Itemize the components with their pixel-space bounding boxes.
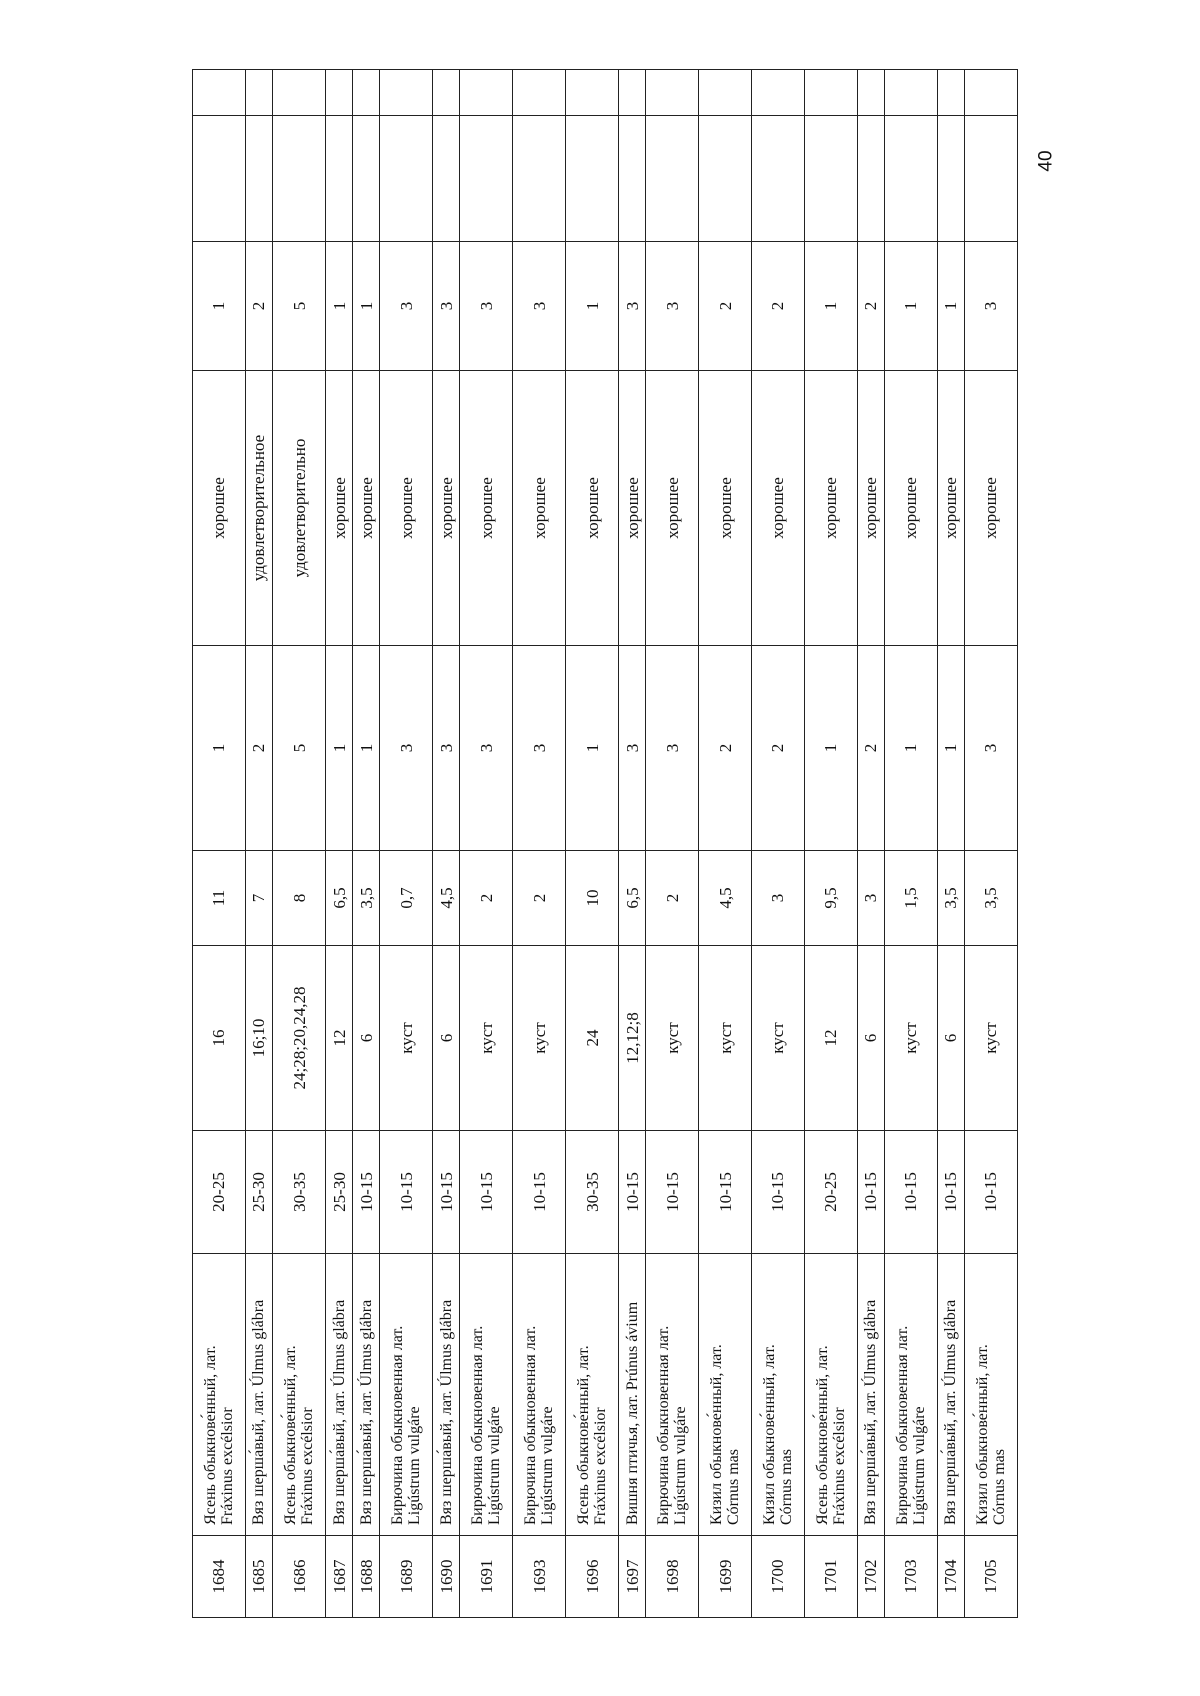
- table-row: [699, 70, 752, 1618]
- trunk-diameter-cell: куст: [884, 946, 937, 1131]
- species-name-line: Кизил обыкнове́нный, лат.: [973, 1344, 991, 1525]
- species-name-cell: [619, 1254, 646, 1536]
- height-cell: 3,5: [937, 851, 964, 946]
- species-name-line: Бирючина обыкновенная лат.: [893, 1325, 911, 1525]
- empty-cell: [245, 116, 272, 242]
- age-cell: 25-30: [245, 1131, 272, 1254]
- count-cell: 3: [619, 646, 646, 851]
- table-row: [937, 70, 964, 1618]
- empty-cell: [325, 116, 352, 242]
- trunk-diameter-cell: куст: [513, 946, 566, 1131]
- empty-cell: [325, 70, 352, 116]
- empty-cell: [699, 116, 752, 242]
- species-name-cell: [273, 1254, 326, 1536]
- empty-cell: [460, 116, 513, 242]
- count-cell: 1: [884, 646, 937, 851]
- count-cell-2: 3: [513, 242, 566, 371]
- table-row: [884, 70, 937, 1618]
- tree-number-cell: 1698: [646, 1536, 699, 1618]
- condition-cell: хорошее: [646, 371, 699, 646]
- species-name-cell: [804, 1254, 857, 1536]
- species-name-line: Вяз шерша́вый, лат. Úlmus glábra: [357, 1299, 375, 1525]
- height-cell: 11: [193, 851, 246, 946]
- count-cell: 5: [273, 646, 326, 851]
- count-cell-2: 1: [566, 242, 619, 371]
- empty-cell: [937, 116, 964, 242]
- condition-cell: хорошее: [353, 371, 380, 646]
- age-cell: 25-30: [325, 1131, 352, 1254]
- species-name-line: Вяз шерша́вый, лат. Úlmus glábra: [250, 1299, 268, 1525]
- rotated-table-wrapper: [192, 70, 1018, 1618]
- species-name-cell: [937, 1254, 964, 1536]
- count-cell-2: 3: [460, 242, 513, 371]
- tree-number-cell: 1701: [804, 1536, 857, 1618]
- species-name-cell: [566, 1254, 619, 1536]
- count-cell-2: 5: [273, 242, 326, 371]
- table-row: [513, 70, 566, 1618]
- species-name-line: Вяз шерша́вый, лат. Úlmus glábra: [437, 1299, 455, 1525]
- count-cell-2: 2: [245, 242, 272, 371]
- empty-cell: [857, 116, 884, 242]
- age-cell: 10-15: [751, 1131, 804, 1254]
- empty-cell: [804, 116, 857, 242]
- trunk-diameter-cell: 24: [566, 946, 619, 1131]
- trunk-diameter-cell: 6: [353, 946, 380, 1131]
- height-cell: 3: [857, 851, 884, 946]
- count-cell: 2: [699, 646, 752, 851]
- count-cell: 3: [964, 646, 1017, 851]
- count-cell: 3: [460, 646, 513, 851]
- species-name-line: Ligústrum vulgáre: [486, 1406, 504, 1525]
- count-cell: 1: [193, 646, 246, 851]
- age-cell: 10-15: [460, 1131, 513, 1254]
- age-cell: 10-15: [353, 1131, 380, 1254]
- species-name-line: Fráxinus excélsior: [299, 1407, 316, 1525]
- tree-number-cell: 1705: [964, 1536, 1017, 1618]
- age-cell: 10-15: [884, 1131, 937, 1254]
- species-name-line: Ясень обыкнове́нный, лат.: [813, 1345, 831, 1525]
- tree-number-cell: 1703: [884, 1536, 937, 1618]
- empty-cell: [884, 70, 937, 116]
- count-cell: 1: [804, 646, 857, 851]
- tree-number-cell: 1688: [353, 1536, 380, 1618]
- condition-cell: хорошее: [566, 371, 619, 646]
- condition-cell: удовлетворительно: [273, 371, 326, 646]
- species-name-line: Fráxinus excélsior: [218, 1407, 236, 1525]
- species-name-cell: [857, 1254, 884, 1536]
- empty-cell: [566, 70, 619, 116]
- height-cell: 1,5: [884, 851, 937, 946]
- count-cell-2: 3: [380, 242, 433, 371]
- empty-cell: [193, 116, 246, 242]
- count-cell-2: 3: [433, 242, 460, 371]
- species-name-line: Кизил обыкнове́нный, лат.: [708, 1344, 725, 1525]
- table-body: [193, 70, 1018, 1618]
- count-cell: 1: [325, 646, 352, 851]
- condition-cell: хорошее: [804, 371, 857, 646]
- tree-number-cell: 1685: [245, 1536, 272, 1618]
- count-cell: 3: [513, 646, 566, 851]
- species-name-cell: [964, 1254, 1017, 1536]
- empty-cell: [353, 70, 380, 116]
- height-cell: 3,5: [964, 851, 1017, 946]
- height-cell: 0,7: [380, 851, 433, 946]
- age-cell: 30-35: [273, 1131, 326, 1254]
- condition-cell: хорошее: [699, 371, 752, 646]
- species-name-cell: [646, 1254, 699, 1536]
- count-cell-2: 2: [751, 242, 804, 371]
- count-cell: 1: [353, 646, 380, 851]
- tree-number-cell: 1690: [433, 1536, 460, 1618]
- empty-cell: [646, 70, 699, 116]
- count-cell-2: 1: [884, 242, 937, 371]
- age-cell: 20-25: [804, 1131, 857, 1254]
- height-cell: 3: [751, 851, 804, 946]
- height-cell: 10: [566, 851, 619, 946]
- count-cell: 1: [937, 646, 964, 851]
- empty-cell: [884, 116, 937, 242]
- tree-number-cell: 1696: [566, 1536, 619, 1618]
- empty-cell: [433, 116, 460, 242]
- table-row: [245, 70, 272, 1618]
- age-cell: 10-15: [619, 1131, 646, 1254]
- height-cell: 7: [245, 851, 272, 946]
- species-name-cell: [433, 1254, 460, 1536]
- tree-number-cell: 1699: [699, 1536, 752, 1618]
- age-cell: 10-15: [646, 1131, 699, 1254]
- count-cell-2: 1: [804, 242, 857, 371]
- height-cell: 2: [646, 851, 699, 946]
- height-cell: 8: [273, 851, 326, 946]
- tree-number-cell: 1687: [325, 1536, 352, 1618]
- height-cell: 2: [460, 851, 513, 946]
- condition-cell: хорошее: [193, 371, 246, 646]
- table-row: [353, 70, 380, 1618]
- trunk-diameter-cell: куст: [380, 946, 433, 1131]
- count-cell: 1: [566, 646, 619, 851]
- empty-cell: [619, 70, 646, 116]
- species-name-line: Ligústrum vulgáre: [406, 1406, 424, 1525]
- trunk-diameter-cell: 24;28;20,24,28: [273, 946, 326, 1131]
- condition-cell: хорошее: [857, 371, 884, 646]
- age-cell: 10-15: [937, 1131, 964, 1254]
- condition-cell: хорошее: [380, 371, 433, 646]
- species-name-cell: [460, 1254, 513, 1536]
- empty-cell: [566, 116, 619, 242]
- count-cell-2: 2: [699, 242, 752, 371]
- height-cell: 3,5: [353, 851, 380, 946]
- species-name-line: Бирючина обыкновенная лат.: [655, 1325, 673, 1525]
- count-cell-2: 3: [646, 242, 699, 371]
- species-name-line: Fráxinus excélsior: [830, 1407, 848, 1525]
- empty-cell: [380, 70, 433, 116]
- empty-cell: [699, 70, 752, 116]
- trunk-diameter-cell: 12: [804, 946, 857, 1131]
- age-cell: 10-15: [380, 1131, 433, 1254]
- condition-cell: хорошее: [964, 371, 1017, 646]
- empty-cell: [646, 116, 699, 242]
- height-cell: 6,5: [619, 851, 646, 946]
- tree-inventory-table: [192, 69, 1018, 1618]
- count-cell: 3: [380, 646, 433, 851]
- species-name-cell: [325, 1254, 352, 1536]
- table-row: [619, 70, 646, 1618]
- count-cell: 2: [857, 646, 884, 851]
- empty-cell: [964, 116, 1017, 242]
- age-cell: 10-15: [964, 1131, 1017, 1254]
- table-row: [646, 70, 699, 1618]
- trunk-diameter-cell: 16: [193, 946, 246, 1131]
- tree-number-cell: 1691: [460, 1536, 513, 1618]
- page-number: 40: [1035, 150, 1057, 172]
- trunk-diameter-cell: куст: [964, 946, 1017, 1131]
- empty-cell: [433, 70, 460, 116]
- species-name-cell: [193, 1254, 246, 1536]
- species-name-cell: [353, 1254, 380, 1536]
- tree-number-cell: 1684: [193, 1536, 246, 1618]
- count-cell-2: 1: [937, 242, 964, 371]
- table-row: [380, 70, 433, 1618]
- trunk-diameter-cell: 12,12;8: [619, 946, 646, 1131]
- tree-number-cell: 1686: [273, 1536, 326, 1618]
- count-cell-2: 1: [353, 242, 380, 371]
- height-cell: 4,5: [433, 851, 460, 946]
- table-row: [751, 70, 804, 1618]
- count-cell-2: 3: [964, 242, 1017, 371]
- species-name-line: Ясень обыкнове́нный, лат.: [575, 1345, 593, 1525]
- trunk-diameter-cell: 16;10: [245, 946, 272, 1131]
- species-name-cell: [245, 1254, 272, 1536]
- table-row: [273, 70, 326, 1618]
- condition-cell: хорошее: [619, 371, 646, 646]
- height-cell: 6,5: [325, 851, 352, 946]
- table-row: [964, 70, 1017, 1618]
- empty-cell: [245, 70, 272, 116]
- species-name-line: Ligústrum vulgáre: [539, 1406, 557, 1525]
- count-cell: 2: [245, 646, 272, 851]
- table-row: [857, 70, 884, 1618]
- species-name-line: Бирючина обыкновенная лат.: [389, 1325, 407, 1525]
- trunk-diameter-cell: 6: [433, 946, 460, 1131]
- tree-number-cell: 1704: [937, 1536, 964, 1618]
- empty-cell: [751, 116, 804, 242]
- species-name-cell: [513, 1254, 566, 1536]
- empty-cell: [964, 70, 1017, 116]
- empty-cell: [380, 116, 433, 242]
- height-cell: 4,5: [699, 851, 752, 946]
- table-row: [325, 70, 352, 1618]
- species-name-line: Вяз шерша́вый, лат. Úlmus glábra: [862, 1299, 880, 1525]
- tree-number-cell: 1702: [857, 1536, 884, 1618]
- species-name-line: Fráxinus excélsior: [592, 1407, 610, 1525]
- trunk-diameter-cell: 6: [937, 946, 964, 1131]
- species-name-line: Бирючина обыкновенная лат.: [522, 1325, 540, 1525]
- species-name-cell: [884, 1254, 937, 1536]
- condition-cell: хорошее: [513, 371, 566, 646]
- species-name-line: Кизил обыкнове́нный, лат.: [760, 1344, 778, 1525]
- condition-cell: хорошее: [884, 371, 937, 646]
- trunk-diameter-cell: куст: [751, 946, 804, 1131]
- species-name-line: Вяз шерша́вый, лат. Úlmus glábra: [942, 1299, 960, 1525]
- species-name-line: Ясень обыкнове́нный, лат.: [282, 1345, 299, 1525]
- age-cell: 10-15: [433, 1131, 460, 1254]
- empty-cell: [513, 70, 566, 116]
- empty-cell: [751, 70, 804, 116]
- count-cell-2: 2: [857, 242, 884, 371]
- count-cell: 3: [646, 646, 699, 851]
- species-name-line: Córnus mas: [725, 1449, 742, 1525]
- count-cell: 2: [751, 646, 804, 851]
- condition-cell: хорошее: [460, 371, 513, 646]
- species-name-line: Córnus mas: [990, 1449, 1008, 1525]
- empty-cell: [273, 70, 326, 116]
- count-cell-2: 1: [325, 242, 352, 371]
- empty-cell: [353, 116, 380, 242]
- species-name-line: Ясень обыкнове́нный, лат.: [201, 1345, 219, 1525]
- count-cell-2: 3: [619, 242, 646, 371]
- count-cell-2: 1: [193, 242, 246, 371]
- species-name-line: Ligústrum vulgáre: [672, 1406, 690, 1525]
- empty-cell: [937, 70, 964, 116]
- species-name-line: Córnus mas: [777, 1449, 795, 1525]
- age-cell: 30-35: [566, 1131, 619, 1254]
- empty-cell: [193, 70, 246, 116]
- condition-cell: хорошее: [937, 371, 964, 646]
- age-cell: 10-15: [513, 1131, 566, 1254]
- empty-cell: [619, 116, 646, 242]
- table-row: [566, 70, 619, 1618]
- table-row: [804, 70, 857, 1618]
- species-name-cell: [751, 1254, 804, 1536]
- table-row: [460, 70, 513, 1618]
- condition-cell: хорошее: [325, 371, 352, 646]
- condition-cell: хорошее: [751, 371, 804, 646]
- count-cell: 3: [433, 646, 460, 851]
- height-cell: 2: [513, 851, 566, 946]
- species-name-line: Бирючина обыкновенная лат.: [469, 1325, 487, 1525]
- table-row: [433, 70, 460, 1618]
- age-cell: 10-15: [857, 1131, 884, 1254]
- empty-cell: [857, 70, 884, 116]
- height-cell: 9,5: [804, 851, 857, 946]
- age-cell: 20-25: [193, 1131, 246, 1254]
- tree-number-cell: 1697: [619, 1536, 646, 1618]
- tree-number-cell: 1693: [513, 1536, 566, 1618]
- empty-cell: [460, 70, 513, 116]
- species-name-line: Вяз шерша́вый, лат. Úlmus glábra: [330, 1299, 348, 1525]
- empty-cell: [513, 116, 566, 242]
- tree-number-cell: 1700: [751, 1536, 804, 1618]
- species-name-line: Ligústrum vulgáre: [910, 1406, 928, 1525]
- trunk-diameter-cell: 6: [857, 946, 884, 1131]
- empty-cell: [804, 70, 857, 116]
- age-cell: 10-15: [699, 1131, 752, 1254]
- species-name-cell: [380, 1254, 433, 1536]
- table-row: [193, 70, 246, 1618]
- tree-number-cell: 1689: [380, 1536, 433, 1618]
- empty-cell: [273, 116, 326, 242]
- condition-cell: хорошее: [433, 371, 460, 646]
- condition-cell: удовлетворительное: [245, 371, 272, 646]
- trunk-diameter-cell: куст: [460, 946, 513, 1131]
- trunk-diameter-cell: куст: [646, 946, 699, 1131]
- trunk-diameter-cell: 12: [325, 946, 352, 1131]
- species-name-cell: [699, 1254, 752, 1536]
- trunk-diameter-cell: куст: [699, 946, 752, 1131]
- species-name-line: Вишня птичья, лат. Prúnus ávium: [623, 1301, 641, 1525]
